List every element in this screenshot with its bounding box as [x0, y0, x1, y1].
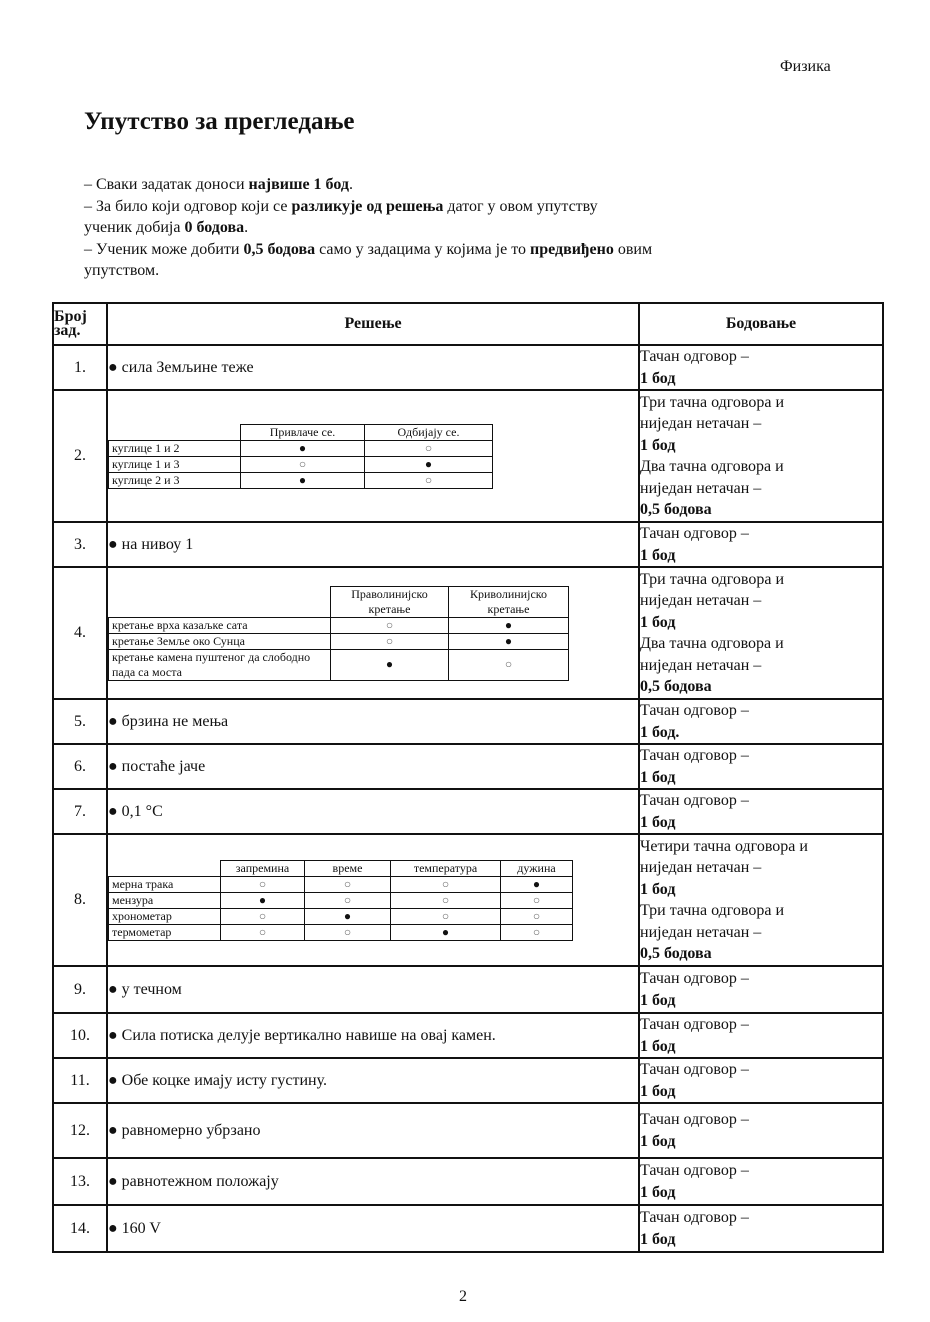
table-row	[53, 789, 883, 834]
instruction-text: – Ученик може добити	[84, 240, 244, 258]
task-number: 8.	[53, 834, 107, 966]
header-number: Број зад.	[53, 303, 107, 345]
solution-text: ● сила Земљине теже	[108, 358, 254, 376]
answer-grid-column-header: дужина	[501, 860, 573, 876]
scoring-cell	[639, 567, 883, 699]
instruction-emphasis: највише 1 бод	[248, 176, 349, 193]
points-value: 1 бод	[640, 436, 676, 454]
answer-grid-column-header: Одбијају се.	[365, 424, 493, 440]
empty-circle-mark: ○	[305, 892, 391, 908]
answer-grid-row	[109, 892, 573, 908]
answer-grid-column-header: Праволинијско кретање	[331, 586, 449, 617]
table-row	[53, 834, 883, 966]
filled-circle-mark: ●	[449, 617, 569, 633]
points-value: 1 бод	[640, 880, 676, 898]
empty-circle-mark: ○	[391, 892, 501, 908]
answer-grid-row-label: кретање врха казаљке сата	[109, 617, 331, 633]
solution-text: ● 160 V	[108, 1219, 161, 1237]
answer-grid-row	[109, 617, 569, 633]
scoring-text: Тачан одговор –	[640, 1016, 749, 1033]
filled-circle-mark: ●	[449, 633, 569, 649]
filled-circle-mark: ●	[391, 924, 501, 940]
answer-grid-header	[109, 586, 569, 617]
answer-grid-row	[109, 908, 573, 924]
answer-grid	[108, 586, 569, 681]
scoring-cell	[639, 1013, 883, 1058]
answer-grid-row-label: куглице 1 и 2	[109, 440, 241, 456]
task-number: 6.	[53, 744, 107, 789]
solution-cell	[107, 567, 639, 699]
table-row	[53, 390, 883, 522]
empty-circle-mark: ○	[501, 908, 573, 924]
scoring-text: ниједан нетачан –	[640, 415, 762, 432]
points-value: 1 бод.	[640, 723, 680, 741]
scoring-text: Тачан одговор –	[640, 970, 749, 987]
answer-grid-row-label: хронометар	[109, 908, 221, 924]
answer-grid-corner	[109, 424, 241, 440]
points-value: 0,5 бодова	[640, 678, 712, 695]
scoring-text: Три тачна одговора и	[640, 393, 785, 411]
solution-text: ● 0,1 °C	[108, 802, 163, 820]
scoring-text: Тачан одговор –	[640, 1111, 749, 1128]
scoring-text: Тачан одговор –	[640, 525, 749, 542]
scoring-text: Тачан одговор –	[640, 348, 749, 365]
solution-cell	[107, 789, 639, 834]
points-value: 1 бод	[640, 546, 676, 564]
answer-grid-row-label: куглице 2 и 3	[109, 472, 241, 488]
answer-grid-row-label: кретање камена пуштеног да слободно пада са моста	[109, 649, 331, 680]
empty-circle-mark: ○	[221, 908, 305, 924]
empty-circle-mark: ○	[391, 876, 501, 892]
instruction-text: – Сваки задатак доноси	[84, 176, 249, 193]
header-solution: Решење	[107, 303, 639, 345]
task-number: 5.	[53, 699, 107, 744]
task-number: 9.	[53, 966, 107, 1013]
task-number: 14.	[53, 1205, 107, 1252]
points-value: 1 бод	[640, 613, 676, 631]
instruction-line	[84, 196, 784, 218]
solution-cell	[107, 345, 639, 390]
solution-cell	[107, 1013, 639, 1058]
scoring-cell	[639, 966, 883, 1013]
empty-circle-mark: ○	[305, 876, 391, 892]
solution-text: ● у течном	[108, 980, 182, 998]
instruction-text: овим	[613, 240, 653, 258]
empty-circle-mark: ○	[501, 892, 573, 908]
task-number: 3.	[53, 522, 107, 567]
points-value: 1 бод	[640, 1183, 676, 1201]
instruction-emphasis: 0,5 бодова	[243, 240, 316, 258]
instruction-text: .	[244, 219, 249, 236]
instruction-text: датог у овом упутству	[443, 197, 598, 215]
empty-circle-mark: ○	[365, 472, 493, 488]
empty-circle-mark: ○	[305, 924, 391, 940]
instruction-emphasis: предвиђено	[529, 240, 614, 258]
solution-cell	[107, 834, 639, 966]
scoring-text: Два тачна одговора и	[640, 635, 784, 652]
scoring-text: ниједан нетачан –	[640, 859, 762, 876]
empty-circle-mark: ○	[501, 924, 573, 940]
solution-text: ● постаће јаче	[108, 757, 206, 775]
task-number: 2.	[53, 390, 107, 522]
instruction-line	[84, 174, 784, 196]
instruction-text: – За било који одговор који се	[84, 197, 292, 215]
instruction-text: упутством.	[84, 262, 160, 279]
table-row	[53, 1205, 883, 1252]
instruction-text: ученик добија	[84, 219, 185, 236]
filled-circle-mark: ●	[331, 649, 449, 680]
scoring-cell	[639, 1205, 883, 1252]
answer-grid-column-header: Привлаче се.	[241, 424, 365, 440]
instruction-text: .	[348, 176, 353, 193]
empty-circle-mark: ○	[331, 633, 449, 649]
solution-cell	[107, 1205, 639, 1252]
scoring-text: ниједан нетачан –	[640, 656, 762, 674]
scoring-text: Тачан одговор –	[640, 1061, 749, 1078]
answer-grid-row	[109, 649, 569, 680]
instruction-line	[84, 217, 784, 239]
solution-text: ● брзина не мења	[108, 712, 229, 730]
empty-circle-mark: ○	[221, 924, 305, 940]
answer-grid-row	[109, 876, 573, 892]
table-row	[53, 966, 883, 1013]
filled-circle-mark: ●	[241, 440, 365, 456]
scoring-cell	[639, 345, 883, 390]
instruction-emphasis: разликује од решења	[291, 197, 444, 215]
solution-cell	[107, 522, 639, 567]
instruction-line	[84, 239, 784, 261]
solution-cell	[107, 699, 639, 744]
task-number: 11.	[53, 1058, 107, 1103]
scoring-text: ниједан нетачан –	[640, 592, 762, 609]
empty-circle-mark: ○	[391, 908, 501, 924]
answer-grid-corner	[109, 586, 331, 617]
scoring-cell	[639, 390, 883, 522]
scoring-cell	[639, 699, 883, 744]
table-row	[53, 1103, 883, 1158]
scoring-cell	[639, 744, 883, 789]
empty-circle-mark: ○	[331, 617, 449, 633]
table-row	[53, 1158, 883, 1205]
scoring-cell	[639, 834, 883, 966]
table-row	[53, 1058, 883, 1103]
scoring-cell	[639, 789, 883, 834]
solution-cell	[107, 744, 639, 789]
scoring-cell	[639, 1158, 883, 1205]
points-value: 1 бод	[640, 1132, 676, 1150]
solution-cell	[107, 966, 639, 1013]
solution-text: ● на нивоу 1	[108, 535, 194, 553]
solution-cell	[107, 1058, 639, 1103]
answer-grid-row	[109, 924, 573, 940]
solution-text: ● равнотежном положају	[108, 1172, 279, 1190]
scoring-text: Тачан одговор –	[640, 702, 749, 719]
empty-circle-mark: ○	[365, 440, 493, 456]
solution-text: ● Обе коцке имају исту густину.	[108, 1071, 327, 1089]
scoring-text: Два тачна одговора и	[640, 458, 784, 475]
filled-circle-mark: ●	[221, 892, 305, 908]
table-row	[53, 744, 883, 789]
answer-grid	[108, 424, 493, 489]
filled-circle-mark: ●	[501, 876, 573, 892]
points-value: 0,5 бодова	[640, 945, 712, 962]
points-value: 1 бод	[640, 1082, 676, 1100]
scoring-text: ниједан нетачан –	[640, 479, 762, 497]
scoring-text: Тачан одговор –	[640, 1209, 749, 1226]
solution-cell	[107, 390, 639, 522]
table-row	[53, 345, 883, 390]
page-number: 2	[459, 1288, 467, 1305]
filled-circle-mark: ●	[305, 908, 391, 924]
scoring-cell	[639, 1103, 883, 1158]
solutions-table	[52, 302, 884, 1253]
answer-grid-row	[109, 472, 493, 488]
table-row	[53, 567, 883, 699]
answer-grid-header	[109, 424, 493, 440]
points-value: 1 бод	[640, 1230, 676, 1248]
answer-grid-row-label: мензура	[109, 892, 221, 908]
table-row	[53, 522, 883, 567]
points-value: 1 бод	[640, 991, 676, 1009]
table-row	[53, 699, 883, 744]
task-number: 7.	[53, 789, 107, 834]
instruction-emphasis: 0 бодова	[184, 219, 245, 236]
answer-grid-column-header: време	[305, 860, 391, 876]
answer-grid-row-label: мерна трака	[109, 876, 221, 892]
scoring-text: Четири тачна одговора и	[640, 837, 808, 855]
task-number: 10.	[53, 1013, 107, 1058]
scoring-text: Тачан одговор –	[640, 747, 749, 764]
scoring-text: Три тачна одговора и	[640, 902, 785, 919]
scoring-text: Три тачна одговора и	[640, 570, 785, 588]
answer-grid-row	[109, 456, 493, 472]
empty-circle-mark: ○	[241, 456, 365, 472]
filled-circle-mark: ●	[365, 456, 493, 472]
solution-cell	[107, 1158, 639, 1205]
points-value: 1 бод	[640, 1037, 676, 1055]
answer-grid-row-label: куглице 1 и 3	[109, 456, 241, 472]
instruction-line	[84, 260, 784, 282]
instruction-text: само у задацима у којима је то	[315, 240, 530, 258]
subject-label: Физика	[780, 58, 831, 75]
answer-grid-row	[109, 633, 569, 649]
points-value: 1 бод	[640, 369, 676, 387]
points-value: 1 бод	[640, 813, 676, 831]
answer-grid-column-header: температура	[391, 860, 501, 876]
task-number: 4.	[53, 567, 107, 699]
scoring-text: ниједан нетачан –	[640, 923, 762, 941]
scoring-text: Тачан одговор –	[640, 1162, 749, 1179]
empty-circle-mark: ○	[449, 649, 569, 680]
answer-grid-row-label: термометар	[109, 924, 221, 940]
scoring-cell	[639, 522, 883, 567]
points-value: 0,5 бодова	[640, 501, 712, 518]
solution-cell	[107, 1103, 639, 1158]
answer-grid-corner	[109, 860, 221, 876]
scoring-cell	[639, 1058, 883, 1103]
scoring-text: Тачан одговор –	[640, 792, 749, 809]
answer-grid-row-label: кретање Земље око Сунца	[109, 633, 331, 649]
table-row	[53, 1013, 883, 1058]
answer-grid	[108, 860, 573, 941]
solution-text: ● Сила потиска делује вертикално навише на овај камен.	[108, 1026, 496, 1044]
points-value: 1 бод	[640, 768, 676, 786]
filled-circle-mark: ●	[241, 472, 365, 488]
empty-circle-mark: ○	[221, 876, 305, 892]
answer-grid-header	[109, 860, 573, 876]
task-number: 13.	[53, 1158, 107, 1205]
solution-text: ● равномерно убрзано	[108, 1121, 261, 1139]
page-title: Упутство за прегледање	[84, 108, 355, 135]
answer-grid-column-header: Криволинијско кретање	[449, 586, 569, 617]
task-number: 12.	[53, 1103, 107, 1158]
header-scoring: Бодовање	[639, 303, 883, 345]
answer-grid-row	[109, 440, 493, 456]
task-number: 1.	[53, 345, 107, 390]
answer-grid-column-header: запремина	[221, 860, 305, 876]
instructions	[84, 174, 784, 282]
